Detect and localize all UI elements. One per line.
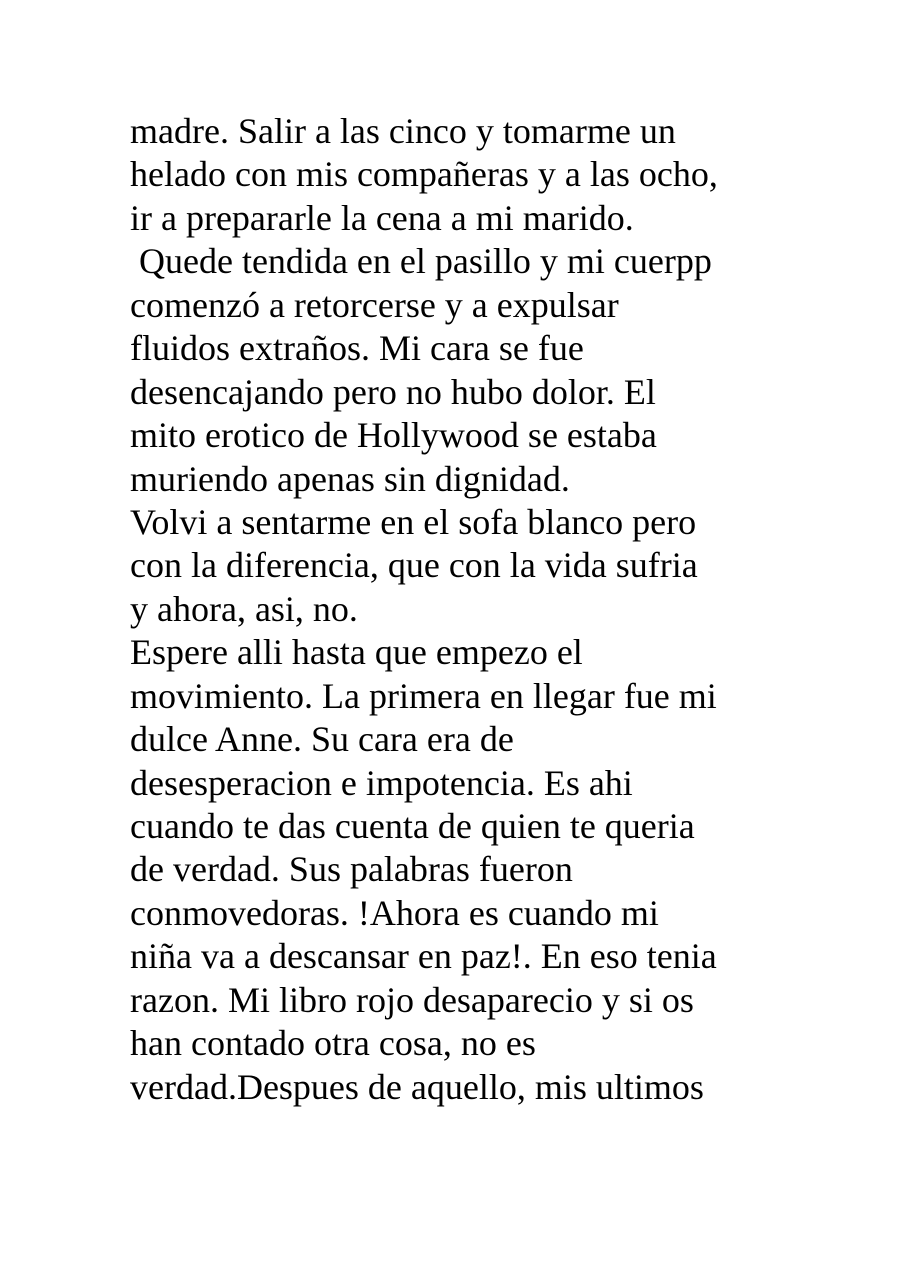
text-line: movimiento. La primera en llegar fue mi: [130, 675, 717, 716]
text-line: fluidos extraños. Mi cara se fue: [130, 328, 584, 369]
text-line: Quede tendida en el pasillo y mi cuerpp: [130, 241, 712, 282]
text-line: con la diferencia, que con la vida sufria: [130, 545, 698, 586]
text-line: desencajando pero no hubo dolor. El: [130, 371, 656, 412]
text-line: madre. Salir a las cinco y tomarme un: [130, 111, 676, 151]
text-line: dulce Anne. Su cara era de: [130, 719, 514, 760]
text-line: muriendo apenas sin dignidad.: [130, 458, 570, 499]
text-line: ir a prepararle la cena a mi marido.: [130, 197, 634, 238]
text-line: cuando te das cuenta de quien te queria: [130, 806, 695, 846]
document-body: [130, 110, 850, 1109]
text-line: han contado otra cosa, no es: [130, 1023, 536, 1064]
text-line: comenzó a retorcerse y a expulsar: [130, 284, 619, 325]
text-line: desesperacion e impotencia. Es ahi: [130, 762, 633, 803]
text-line: mito erotico de Hollywood se estaba: [130, 415, 657, 456]
text-line: verdad.Despues de aquello, mis ultimos: [130, 1066, 704, 1107]
text-line: Espere alli hasta que empezo el: [130, 632, 583, 673]
text-line: Volvi a sentarme en el sofa blanco pero: [130, 501, 697, 542]
text-line: conmovedoras. !Ahora es cuando mi: [130, 892, 659, 933]
text-line: niña va a descansar en paz!. En eso tenia: [130, 936, 717, 977]
text-line: razon. Mi libro rojo desaparecio y si os: [130, 979, 694, 1020]
text-line: y ahora, asi, no.: [130, 588, 358, 629]
text-line: helado con mis compañeras y a las ocho,: [130, 154, 718, 195]
text-line: de verdad. Sus palabras fueron: [130, 849, 573, 890]
